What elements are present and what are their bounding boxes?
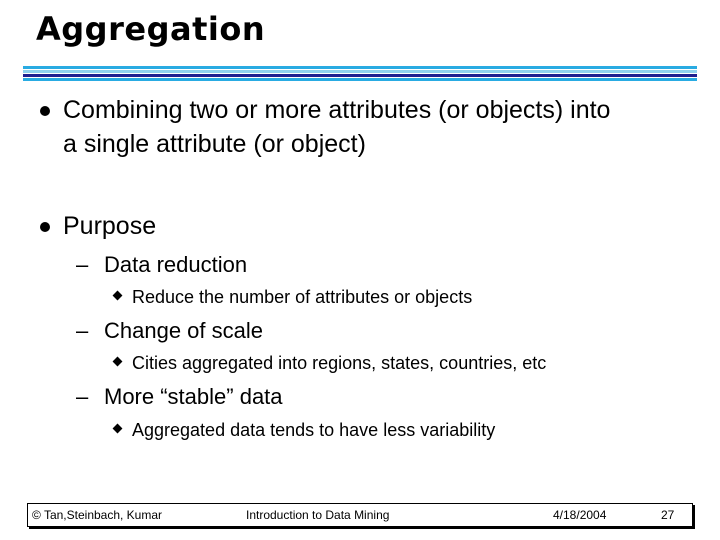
bullet-dot-icon [40, 222, 50, 232]
dash-icon: – [76, 318, 89, 343]
bullet-text-continued: a single attribute (or object) [63, 130, 366, 158]
footer-date: 4/18/2004 [553, 508, 607, 522]
bullet-text: Combining two or more attributes (or objects) into [63, 96, 611, 124]
dash-icon: – [76, 252, 89, 277]
diamond-bullet-icon [113, 424, 123, 434]
detail-text: Aggregated data tends to have less variability [132, 420, 496, 440]
title-rule [23, 74, 697, 77]
title-rule [23, 66, 697, 69]
diamond-bullet-icon [113, 291, 123, 301]
title-rule [23, 78, 697, 81]
slide-footer [27, 503, 693, 527]
sub-bullet-text: Data reduction [104, 252, 248, 277]
detail-text: Reduce the number of attributes or objects [132, 287, 473, 307]
footer-copyright: © Tan,Steinbach, Kumar [32, 508, 163, 522]
title-rule [23, 70, 697, 73]
slide-title: Aggregation [36, 10, 266, 48]
footer-page-number: 27 [661, 508, 675, 522]
sub-bullet-text: Change of scale [104, 318, 263, 343]
bullet-text: Purpose [63, 212, 157, 240]
footer-course: Introduction to Data Mining [246, 508, 390, 522]
sub-bullet-text: More “stable” data [104, 384, 283, 409]
detail-text: Cities aggregated into regions, states, countries, etc [132, 353, 547, 373]
dash-icon: – [76, 384, 89, 409]
diamond-bullet-icon [113, 357, 123, 367]
bullet-dot-icon [40, 106, 50, 116]
